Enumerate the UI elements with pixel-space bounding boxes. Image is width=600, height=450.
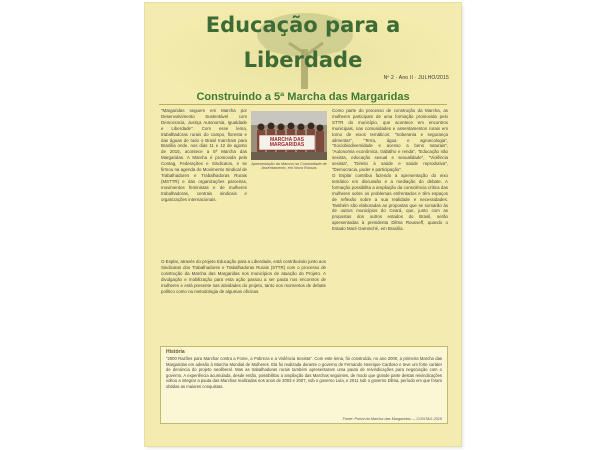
masthead-title-line2: Liberdade [243, 48, 363, 72]
headline-divider [159, 104, 447, 105]
photo-caption: Apresentação da Marcha na Comunidade de Assentamento, em Nova Russas [251, 162, 327, 171]
photo-illustration [251, 111, 327, 160]
article-headline: Construindo a 5ª Marcha das Margaridas [196, 91, 410, 103]
history-text: "2000 Razões para Marchar contra a Fome, a Pobreza e a Violência Sexista". Com este lema, foi construída, no ano 2000, a primeira Marcha das Margaridas em adesão à Marcha Mundial de Mulheres. Ela foi realizada durante o governo de Fernando Henrique Cardoso e teve um forte caráter de denúncia do projeto neoliberal. Mas as trabalhadoras rurais também apresentaram uma pauta de reivindicações para negociação com o governo. A experiência acumulada, desde então, possibilitou a ampliação das Marchas seguintes, de modo que grande parte destas reivindicações voltou a integrar a pauta das Marchas realizadas nos anos de 2003 e 2007, sob o governo Lula, e 2011 sob o governo Dilma, período em que foram obtidas as maiores conquistas. [166, 356, 442, 389]
march-photo [251, 111, 327, 160]
newsletter-page [145, 3, 461, 446]
history-box [160, 346, 448, 424]
article-column-left: "Margaridas seguem em Marcha por Desenvolvimento Sustentável com Democracia, Justiça Autonomia, Igualdade e Liberdade". Com esse lema, trabalhadoras rurais do campo, floresta e das águas de todo o Brasil marcham para Brasília onde, nos dias 11 e 12 de agosto de 2015, acontece a 5ª Marcha das Margaridas. A Marcha é promovida pela Contag, Federações e Sindicatos, e se firmou na agenda do Movimento Sindical de Trabalhadores e Trabalhadoras Rurais (MSTTR) e das organizações parceiras, movimentos feministas e de mulheres trabalhadoras, centrais sindicais e organizações internacionais. [161, 108, 247, 202]
masthead-title-line1: Educação para a [205, 13, 401, 37]
history-source: Fonte: Portal da Marcha das Margaridas — CONTAG 2015 [342, 417, 442, 421]
issue-info: Nº 2 · Ano II · JULHO/2015 [383, 75, 449, 81]
photo-banner-text: MARCHA DAS MARGARIDAS [269, 137, 305, 148]
article-column-left-2: O Esplar, através do projeto Educação para a Liberdade, está contribuindo junto aos Sindicatos dos Trabalhadores e Trabalhadoras Rurais (STTR) com o processo de construção da Marcha das Margaridas nos municípios de atuação do Projeto. A divulgação e mobilização para esta ação passou a ser pauta nos encontros de mulheres e está presente nas atividades do projeto, tanto nos momentos de debate político como na metodologia de algumas oficinas. [161, 259, 326, 294]
article-column-right: Como parte do processo de construção da Marcha, as mulheres participam de uma formação promovida pelo STTR do município, que acontece em encontros municipais, nas comunidades e assentamentos rurais em torno de eixos temáticos: "Soberania e segurança alimentar", "Terra, água e agroecologia", "Sociobiodiversidade e acesso a bens naturais", "Autonomia econômica, trabalho e renda", "Educação não sexista, educação sexual e sexualidade", "Violência sexista", "Direito à saúde e saúde reprodutiva", "Democracia, poder e participação". O Esplar contribui fazendo a apresentação do eixo temático em discussão e a mediação do debate. A formação possibilita a ampliação da consciência crítica das mulheres sobre os problemas enfrentados e têm espaços de reflexão sobre a sua realidade e necessidades. Também são elaboradas as propostas que se somarão às de outros municípios do Ceará, que, junto com as propostas dos outros estados do Brasil, serão apresentadas à presidenta Dilma Rousseff, quando o Estado Maré Gaminché, em Brasília. [332, 108, 448, 232]
history-title: História [166, 349, 185, 355]
